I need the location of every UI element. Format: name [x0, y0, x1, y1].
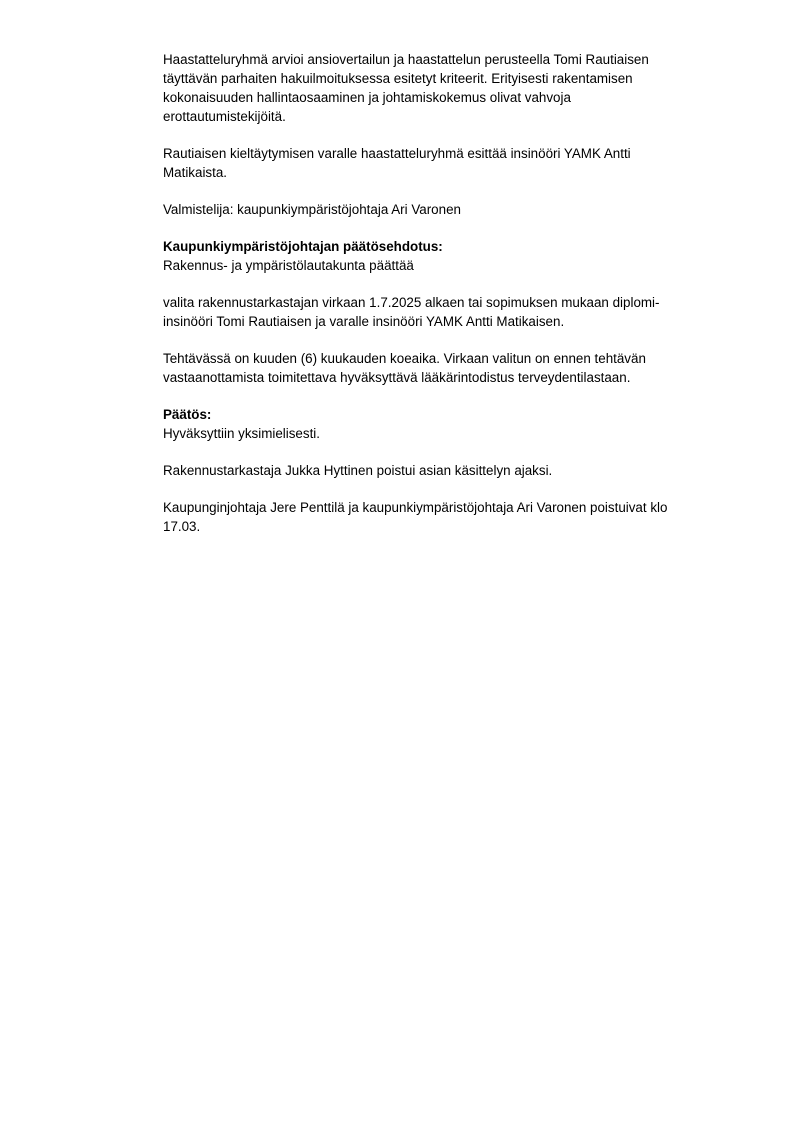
- paragraph-recusal: [163, 461, 723, 480]
- paragraph-assessment: [163, 50, 723, 126]
- text-line: Rautiaisen kieltäytymisen varalle haastatteluryhmä esittää insinööri YAMK Antti: [163, 146, 631, 161]
- paragraph-departure: [163, 498, 723, 536]
- text-line: Tehtävässä on kuuden (6) kuukauden koeaika. Virkaan valitun on ennen tehtävän: [163, 351, 646, 366]
- proposal-heading: Kaupunkiympäristöjohtajan päätösehdotus:: [163, 239, 443, 254]
- text-line: Rakennustarkastaja Jukka Hyttinen poistui asian käsittelyn ajaksi.: [163, 463, 553, 478]
- text-line: erottautumistekijöitä.: [163, 109, 286, 124]
- paragraph-selection: [163, 293, 723, 331]
- text-line: Hyväksyttiin yksimielisesti.: [163, 426, 320, 441]
- document-page: [163, 50, 723, 554]
- text-line: insinööri Tomi Rautiaisen ja varalle insinööri YAMK Antti Matikaisen.: [163, 314, 565, 329]
- paragraph-trial-period: [163, 349, 723, 387]
- text-line: Kaupunginjohtaja Jere Penttilä ja kaupunkiympäristöjohtaja Ari Varonen poistuivat klo: [163, 500, 668, 515]
- text-line: Haastatteluryhmä arvioi ansiovertailun ja haastattelun perusteella Tomi Rautiaisen: [163, 52, 649, 67]
- text-line: vastaanottamista toimitettava hyväksyttävä lääkärintodistus terveydentilastaan.: [163, 370, 631, 385]
- paragraph-preparer: [163, 200, 723, 219]
- text-line: Valmistelija: kaupunkiympäristöjohtaja Ari Varonen: [163, 202, 461, 217]
- decision-heading: Päätös:: [163, 407, 212, 422]
- paragraph-proposal: [163, 237, 723, 275]
- text-line: valita rakennustarkastajan virkaan 1.7.2025 alkaen tai sopimuksen mukaan diplomi-: [163, 295, 660, 310]
- paragraph-decision: [163, 405, 723, 443]
- text-line: Rakennus- ja ympäristölautakunta päättää: [163, 258, 414, 273]
- text-line: 17.03.: [163, 519, 201, 534]
- text-line: Matikaista.: [163, 165, 227, 180]
- text-line: kokonaisuuden hallintaosaaminen ja johtamiskokemus olivat vahvoja: [163, 90, 571, 105]
- paragraph-backup-candidate: [163, 144, 723, 182]
- text-line: täyttävän parhaiten hakuilmoituksessa esitetyt kriteerit. Erityisesti rakentamisen: [163, 71, 633, 86]
